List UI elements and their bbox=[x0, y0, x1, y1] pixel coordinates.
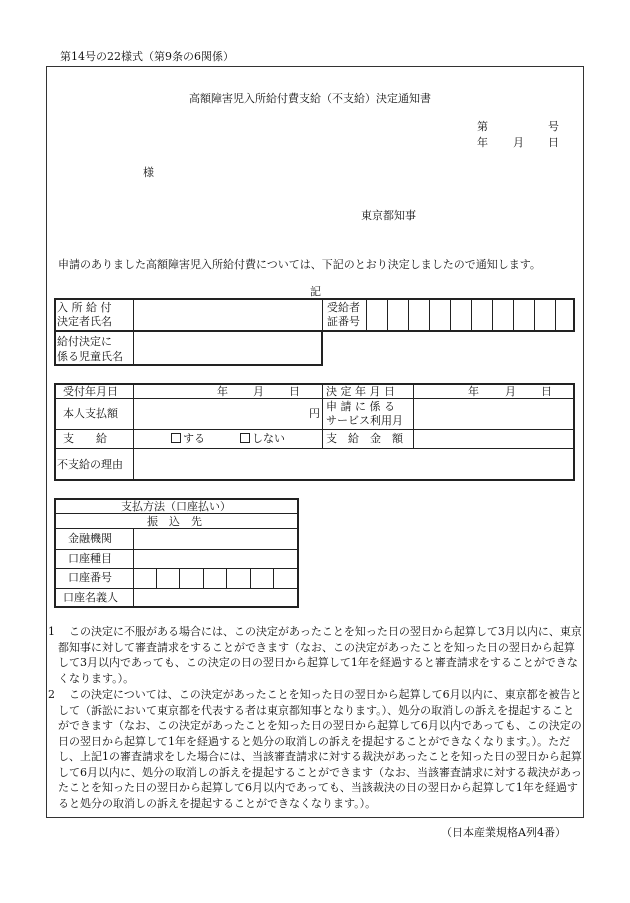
account-number-label: 口座番号 bbox=[68, 571, 112, 584]
date-year: 年 bbox=[477, 136, 488, 149]
document-title: 高額障害児入所給付費支給（不支給）決定通知書 bbox=[189, 92, 431, 105]
bank-label: 金融機関 bbox=[68, 532, 112, 545]
payment-yes-option[interactable]: する bbox=[171, 432, 205, 446]
decision-day: 日 bbox=[541, 385, 552, 398]
cert-label: 受給者 bbox=[327, 301, 360, 314]
addressee-suffix: 様 bbox=[143, 166, 154, 179]
received-date-label: 受付年月日 bbox=[63, 385, 118, 398]
service-month-label-2: サービス利用月 bbox=[326, 414, 403, 427]
received-year: 年 bbox=[217, 385, 228, 398]
payment-method-header: 支払方法（口座払い） bbox=[121, 500, 231, 513]
service-month-label: 申 請 に 係 る bbox=[326, 400, 395, 413]
reason-label: 不支給の理由 bbox=[57, 458, 123, 471]
recipient-label: 入 所 給 付 bbox=[57, 301, 112, 314]
decision-month: 月 bbox=[505, 385, 516, 398]
payment-no-option[interactable]: しない bbox=[240, 432, 285, 446]
decision-year: 年 bbox=[468, 385, 479, 398]
child-label-2: 係る児童氏名 bbox=[57, 350, 123, 363]
account-type-label: 口座種目 bbox=[68, 552, 112, 565]
date-month: 月 bbox=[513, 136, 524, 149]
checkbox-no[interactable] bbox=[240, 433, 250, 443]
form-number: 第14号の22様式（第9条の6関係） bbox=[60, 50, 234, 63]
account-holder-label: 口座名義人 bbox=[63, 591, 118, 604]
paper-size-note: （日本産業規格A列4番） bbox=[441, 826, 566, 839]
recipient-label-2: 決定者氏名 bbox=[57, 315, 112, 328]
cert-label-2: 証番号 bbox=[327, 315, 360, 328]
transfer-destination: 振 込 先 bbox=[147, 515, 202, 528]
child-label: 給付決定に bbox=[57, 335, 112, 348]
number-label: 第 bbox=[477, 120, 488, 133]
received-month: 月 bbox=[253, 385, 264, 398]
intro-text: 申請のありました高額障害児入所給付費については、下記のとおり決定しましたので通知します。 bbox=[58, 258, 541, 271]
self-pay-label: 本人支払額 bbox=[63, 407, 118, 420]
issuer: 東京都知事 bbox=[361, 209, 416, 222]
note-2: 2 この決定については、この決定があったことを知った日の翌日から起算して6月以内に、東京都を被告として（訴訟において東京都を代表する者は東京都知事となります。）、処分の取消しの訴えを提起することができます（なお、この決定があったことを知った日の翌日から起算して6月以内であっても、この決定の日の翌日から起算して1年を経過すると処分の取消しの訴えを提起することができなくなります。）。ただし、上記1の審査請求をした場合には、当該審査請求に対する裁決があったことを知った日の翌日から起算して6月以内に、処分の取消しの訴えを提起することができます（なお、当該審査請求に対する裁決があったことを知った日の翌日から起算して6月以内であっても、当該裁決の日の翌日から起算して1年を経過すると処分の取消しの訴えを提起することができなくなります。）。 bbox=[48, 688, 582, 810]
received-day: 日 bbox=[289, 385, 300, 398]
payment-amount-label: 支 給 金 額 bbox=[326, 432, 403, 445]
payment-label: 支 給 bbox=[63, 432, 107, 445]
number-suffix: 号 bbox=[548, 120, 559, 133]
checkbox-yes[interactable] bbox=[171, 433, 181, 443]
ki-mark: 記 bbox=[310, 285, 321, 298]
yen-unit: 円 bbox=[309, 407, 320, 420]
date-day: 日 bbox=[548, 136, 559, 149]
decision-date-label: 決 定 年 月 日 bbox=[326, 385, 395, 398]
note-1: 1 この決定に不服がある場合には、この決定があったことを知った日の翌日から起算して3月以内に、東京都知事に対して審査請求をすることができます（なお、この決定があったことを知った日の翌日から起算して3月以内であっても、この決定の日の翌日から起算して1年を経過すると審査請求をすることができなくなります。）。 bbox=[48, 625, 582, 685]
